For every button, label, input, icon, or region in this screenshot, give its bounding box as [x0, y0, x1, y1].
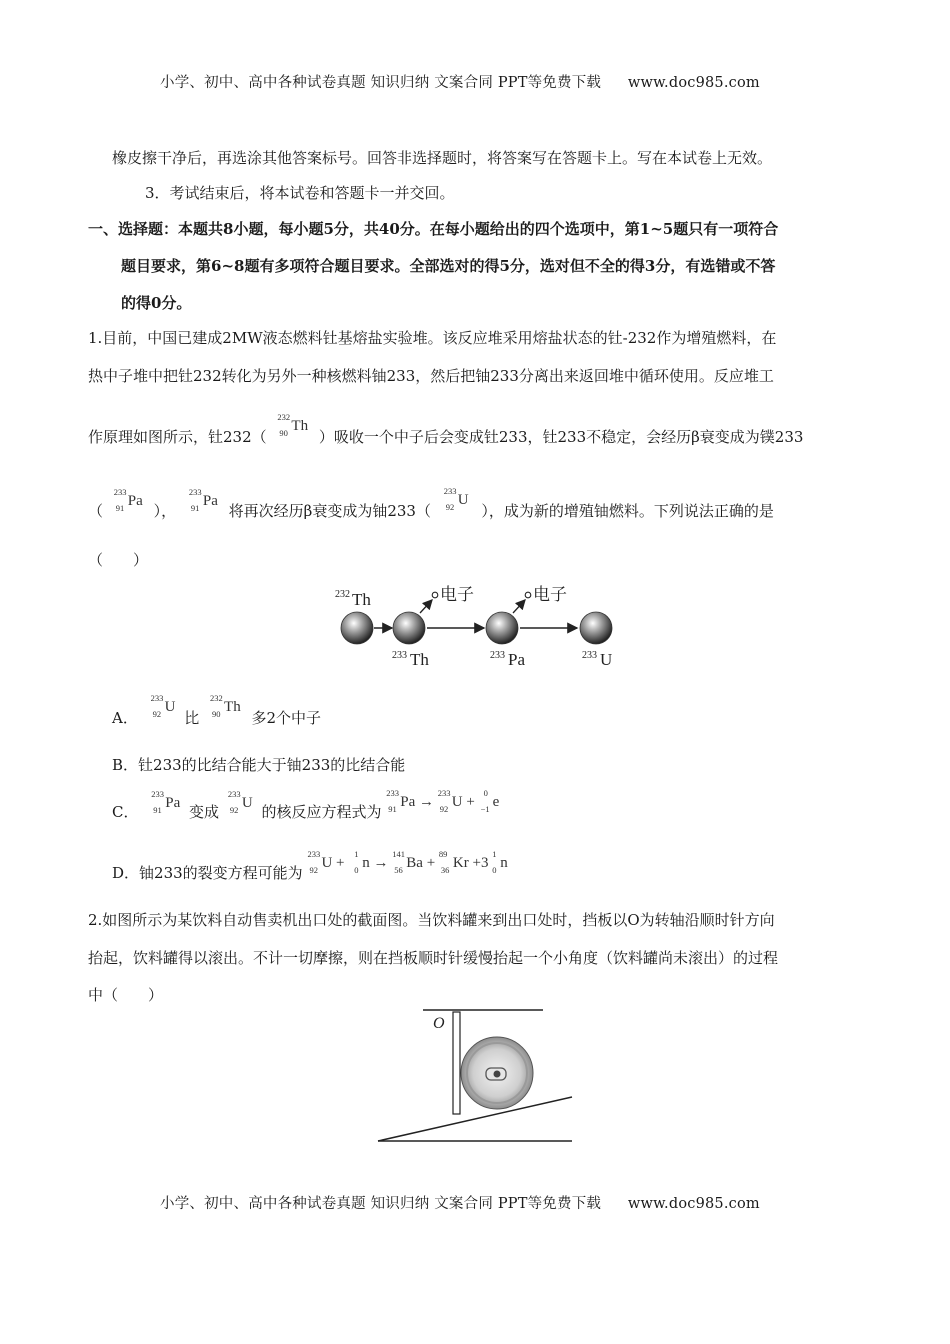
nuclide-pa233-c: 233 91 Pa — [151, 788, 181, 815]
nuclide-u233-1: 233 92 U — [443, 485, 469, 512]
label-th232: Th — [352, 590, 371, 609]
q1-option-d — [112, 849, 508, 883]
electron-arrow-1 — [420, 600, 432, 613]
q2-line-3: 中（ ） — [88, 986, 164, 1004]
equation-d — [307, 849, 508, 876]
eq-d-neutron-in: 1 0 n — [354, 849, 370, 876]
eq-d-ba141: 141 56 Ba — [392, 849, 423, 876]
eq-d-plus-1: + — [336, 855, 345, 872]
option-c-suffix: 的核反应方程式为 — [261, 803, 382, 821]
section-title-line-2: 题目要求，第6~8题有多项符合题目要求。全部选对的得5分，选对但不全的得3分，有选错或不答 — [121, 257, 776, 275]
header-site: www.doc985.com — [627, 75, 760, 91]
eq-d-kr89: 89 36 Kr — [438, 849, 469, 876]
option-d-prefix: D．铀233的裂变方程可能为 — [112, 864, 303, 882]
label-th233: Th — [410, 650, 429, 669]
q1-line-3b: ）吸收一个中子后会变成钍233，钍233不稳定，会经历β衰变成为镤233 — [318, 428, 804, 446]
equation-c — [386, 788, 500, 815]
eq-d-arrow: → — [373, 855, 389, 872]
eq-c-u233: 233 92 U — [437, 788, 463, 815]
page-header — [160, 71, 760, 92]
pivot-label: O — [433, 1015, 445, 1032]
page-footer — [160, 1192, 760, 1213]
q1-line-5: （ ） — [88, 551, 149, 569]
nuclide-th232: 232 90 Th — [277, 411, 309, 438]
q1-option-c — [112, 788, 500, 822]
footer-site: www.doc985.com — [627, 1196, 760, 1212]
nuclide-u233-a: 233 92 U — [150, 692, 176, 719]
q1-option-a — [112, 692, 322, 728]
section-title-line-1: 一、选择题：本题共8小题，每小题5分，共40分。在每小题给出的四个选项中，第1~5题只有一项符合 — [88, 220, 779, 238]
ball-th233 — [393, 612, 425, 644]
q1-line-4 — [88, 485, 774, 521]
eq-c-pa233: 233 91 Pa — [386, 788, 416, 815]
ball-th232 — [341, 612, 373, 644]
nuclide-pa233-2: 233 91 Pa — [188, 486, 218, 513]
header-text: 小学、初中、高中各种试卷真题 知识归纳 文案合同 PPT等免费下载 — [160, 75, 602, 91]
eq-d-coefficient: 3 — [480, 855, 489, 872]
electron-dot-2 — [525, 592, 531, 598]
eq-c-plus: + — [466, 794, 475, 811]
q1-line-1: 1.目前，中国已建成2MW液态燃料钍基熔盐实验堆。该反应堆采用熔盐状态的钍-232作为增殖燃料，在 — [88, 329, 777, 347]
q2-line-1: 2.如图所示为某饮料自动售卖机出口处的截面图。当饮料罐来到出口处时，挡板以O为转轴沿顺时针方向 — [88, 911, 775, 929]
electron-dot-1 — [432, 592, 438, 598]
q2-line-2: 抬起，饮料罐得以滚出。不计一切摩擦，则在挡板顺时针缓慢抬起一个小角度（饮料罐尚未滚出）的过程 — [88, 949, 779, 967]
label-u233: U — [600, 650, 613, 669]
option-c-mid: 变成 — [189, 803, 220, 821]
option-c-prefix: C． — [112, 803, 139, 821]
slope — [378, 1097, 572, 1141]
q1-line-4b: ）， — [153, 502, 177, 520]
note-line-2: 3．考试结束后，将本试卷和答题卡一并交回。 — [145, 184, 455, 202]
label-u233-mass: 233 — [582, 650, 597, 661]
footer-text: 小学、初中、高中各种试卷真题 知识归纳 文案合同 PPT等免费下载 — [160, 1196, 602, 1212]
option-a-prefix: A． — [112, 709, 138, 727]
nuclide-u233-c: 233 92 U — [227, 788, 253, 815]
ball-pa233 — [486, 612, 518, 644]
baffle — [453, 1012, 460, 1114]
eq-d-u233: 233 92 U — [307, 849, 333, 876]
nuclide-th232-a: 232 90 Th — [210, 692, 241, 719]
q1-line-4c: 将再次经历β衰变成为铀233（ — [228, 502, 431, 520]
decay-diagram — [330, 578, 630, 673]
note-line-1: 橡皮擦干净后，再选涂其他答案标号。回答非选择题时，将答案写在答题卡上。写在本试卷上无效。 — [112, 149, 773, 167]
q1-line-2: 热中子堆中把钍232转化为另外一种核燃料铀233，然后把铀233分离出来返回堆中循环使用。反应堆工 — [88, 367, 774, 385]
eq-d-plus-3: + — [472, 855, 481, 872]
electron-arrow-2 — [513, 600, 525, 613]
option-a-suffix: 多2个中子 — [251, 709, 322, 727]
label-pa233: Pa — [508, 650, 525, 669]
q1-option-b: B．钍233的比结合能大于铀233的比结合能 — [112, 756, 406, 774]
q1-line-4a: （ — [88, 502, 104, 520]
eq-d-neutron-out: 1 0 n — [492, 849, 508, 876]
can-tab-hole — [494, 1071, 501, 1078]
vending-diagram — [375, 1006, 580, 1146]
section-title-line-3: 的得0分。 — [121, 294, 192, 312]
q1-line-4d: ），成为新的增殖铀燃料。下列说法正确的是 — [481, 502, 774, 520]
nuclide-pa233-1: 233 91 Pa — [113, 486, 143, 513]
label-th233-mass: 233 — [392, 650, 407, 661]
label-pa233-mass: 233 — [490, 650, 505, 661]
q1-line-3a: 作原理如图所示，钍232（ — [88, 428, 267, 446]
eq-d-plus-2: + — [426, 855, 436, 872]
q1-line-3 — [88, 411, 804, 447]
ball-u233 — [580, 612, 612, 644]
option-a-mid: 比 — [184, 709, 200, 727]
eq-c-arrow: → — [419, 794, 435, 811]
label-th232-mass: 232 — [335, 589, 350, 600]
label-electron-1: 电子 — [440, 585, 474, 604]
label-electron-2: 电子 — [533, 585, 567, 604]
eq-c-electron: 0 −1 e — [480, 788, 500, 815]
